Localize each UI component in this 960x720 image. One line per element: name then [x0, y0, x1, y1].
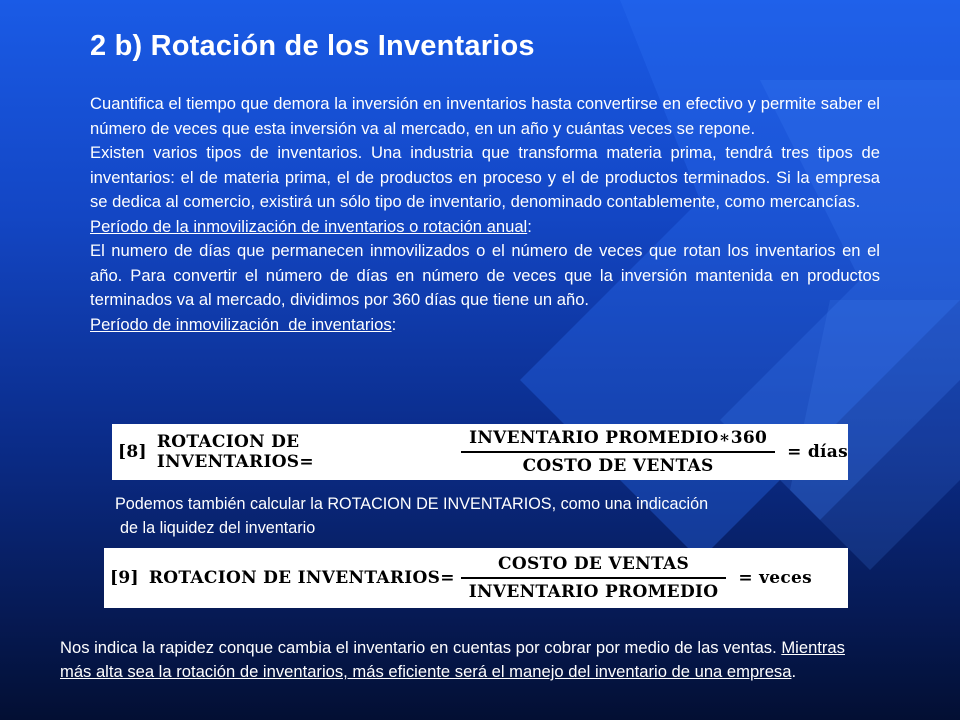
formula-fraction [461, 554, 727, 602]
formula-8-box [112, 424, 848, 480]
paragraph-days-explanation: El numero de días que permanecen inmovilizados o el número de veces que rotan los inventarios en el año. Para convertir el número de días en número de veces que la inversión mantenida en productos terminados va al mercado, dividimos por 360 días que tiene un año. [90, 241, 880, 309]
heading-colon: : [391, 314, 397, 334]
body-text [90, 92, 880, 337]
fraction-bar [461, 451, 775, 453]
paragraph-immobilization-heading [90, 313, 880, 338]
formula-result: = días [787, 442, 848, 462]
conclusion-suffix: . [791, 662, 797, 681]
paragraph-annual-rotation-heading [90, 215, 880, 240]
immobilization-heading: Período de inmovilización de inventarios [90, 314, 392, 334]
paragraph-inventory-types: Existen varios tipos de inventarios. Una industria que transforma materia prima, tendrá tres tipos de inventarios: el de materia prima, el de productos en proceso y el de productos terminados. Si la empresa se dedica al comercio, existirá un sólo tipo de inventario, denominado contablemente, como mercancías. [90, 143, 880, 211]
slide-title: 2 b) Rotación de los Inventarios [90, 30, 535, 62]
fraction-bar [461, 577, 727, 579]
bottom-text [60, 636, 860, 684]
formula-numerator: INVENTARIO PROMEDIO∗360 [469, 428, 768, 448]
middle-text-line1: Podemos también calcular la ROTACION DE INVENTARIOS, como una indicación [115, 495, 709, 513]
formula-lhs: ROTACION DE INVENTARIOS= [148, 568, 455, 588]
middle-text-line2: de la liquidez del inventario [120, 519, 316, 537]
formula-numerator: COSTO DE VENTAS [498, 554, 690, 574]
conclusion-paragraph [60, 636, 860, 684]
formula-number: [9] [110, 568, 139, 588]
formula-fraction [461, 428, 775, 476]
conclusion-underlined: Mientras más alta sea la rotación de inventarios, más eficiente será el manejo del inventario de una empresa [60, 638, 845, 681]
formula-9-box [104, 548, 848, 608]
paragraph-definition: Cuantifica el tiempo que demora la inversión en inventarios hasta convertirse en efectivo y permite saber el número de veces que esta inversión va al mercado, en un año y cuántas veces se repone. [90, 94, 880, 138]
middle-text [115, 492, 875, 540]
formula-number: [8] [118, 442, 147, 462]
formula-result: = veces [738, 568, 813, 588]
annual-rotation-heading: Período de la inmovilización de inventarios o rotación anual [90, 216, 528, 236]
conclusion-prefix: Nos indica la rapidez conque cambia el inventario en cuentas por cobrar por medio de las ventas. [60, 638, 782, 657]
formula-denominator: INVENTARIO PROMEDIO [468, 582, 719, 602]
formula-denominator: COSTO DE VENTAS [522, 456, 714, 476]
formula-lhs: ROTACION DE INVENTARIOS= [156, 432, 314, 472]
heading-colon: : [527, 216, 532, 236]
